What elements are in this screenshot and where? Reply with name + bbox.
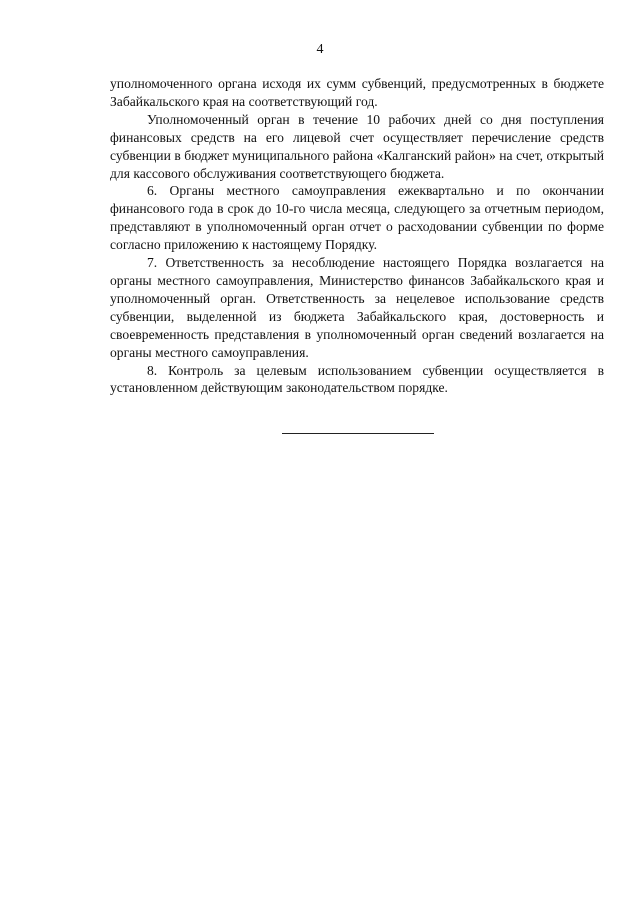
document-body	[110, 75, 604, 397]
page-number: 4	[316, 42, 324, 57]
paragraph-7-responsibility: 7. Ответственность за несоблюдение настоящего Порядка возлагается на органы местного самоуправления, Министерство финансов Забайкальского края и уполномоченный орган. Ответственность за нецелевое использование средств субвенции, выделенной из бюджета Забайкальского края, достоверность и своевременность представления в уполномоченный орган сведений возлагается на органы местного самоуправления.	[110, 255, 604, 360]
paragraph-8-control: 8. Контроль за целевым использованием субвенции осуществляется в установленном действующим законодательством порядке.	[110, 362, 604, 396]
closing-separator-line	[282, 433, 434, 434]
paragraph-6-reporting: 6. Органы местного самоуправления ежеквартально и по окончании финансового года в срок до 10-го числа месяца, следующего за отчетным периодом, представляют в уполномоченный орган отчет о расходовании субвенции по форме согласно приложению к настоящему Порядку.	[110, 183, 604, 253]
paragraph-continuation: уполномоченного органа исходя их сумм субвенций, предусмотренных в бюджете Забайкальского края на соответствующий год.	[110, 76, 604, 109]
paragraph-transfer-of-funds: Уполномоченный орган в течение 10 рабочих дней со дня поступления финансовых средств на его лицевой счет осуществляет перечисление средств субвенции в бюджет муниципального района «Калганский район» на счет, открытый для кассового обслуживания соответствующего бюджета.	[110, 111, 604, 181]
